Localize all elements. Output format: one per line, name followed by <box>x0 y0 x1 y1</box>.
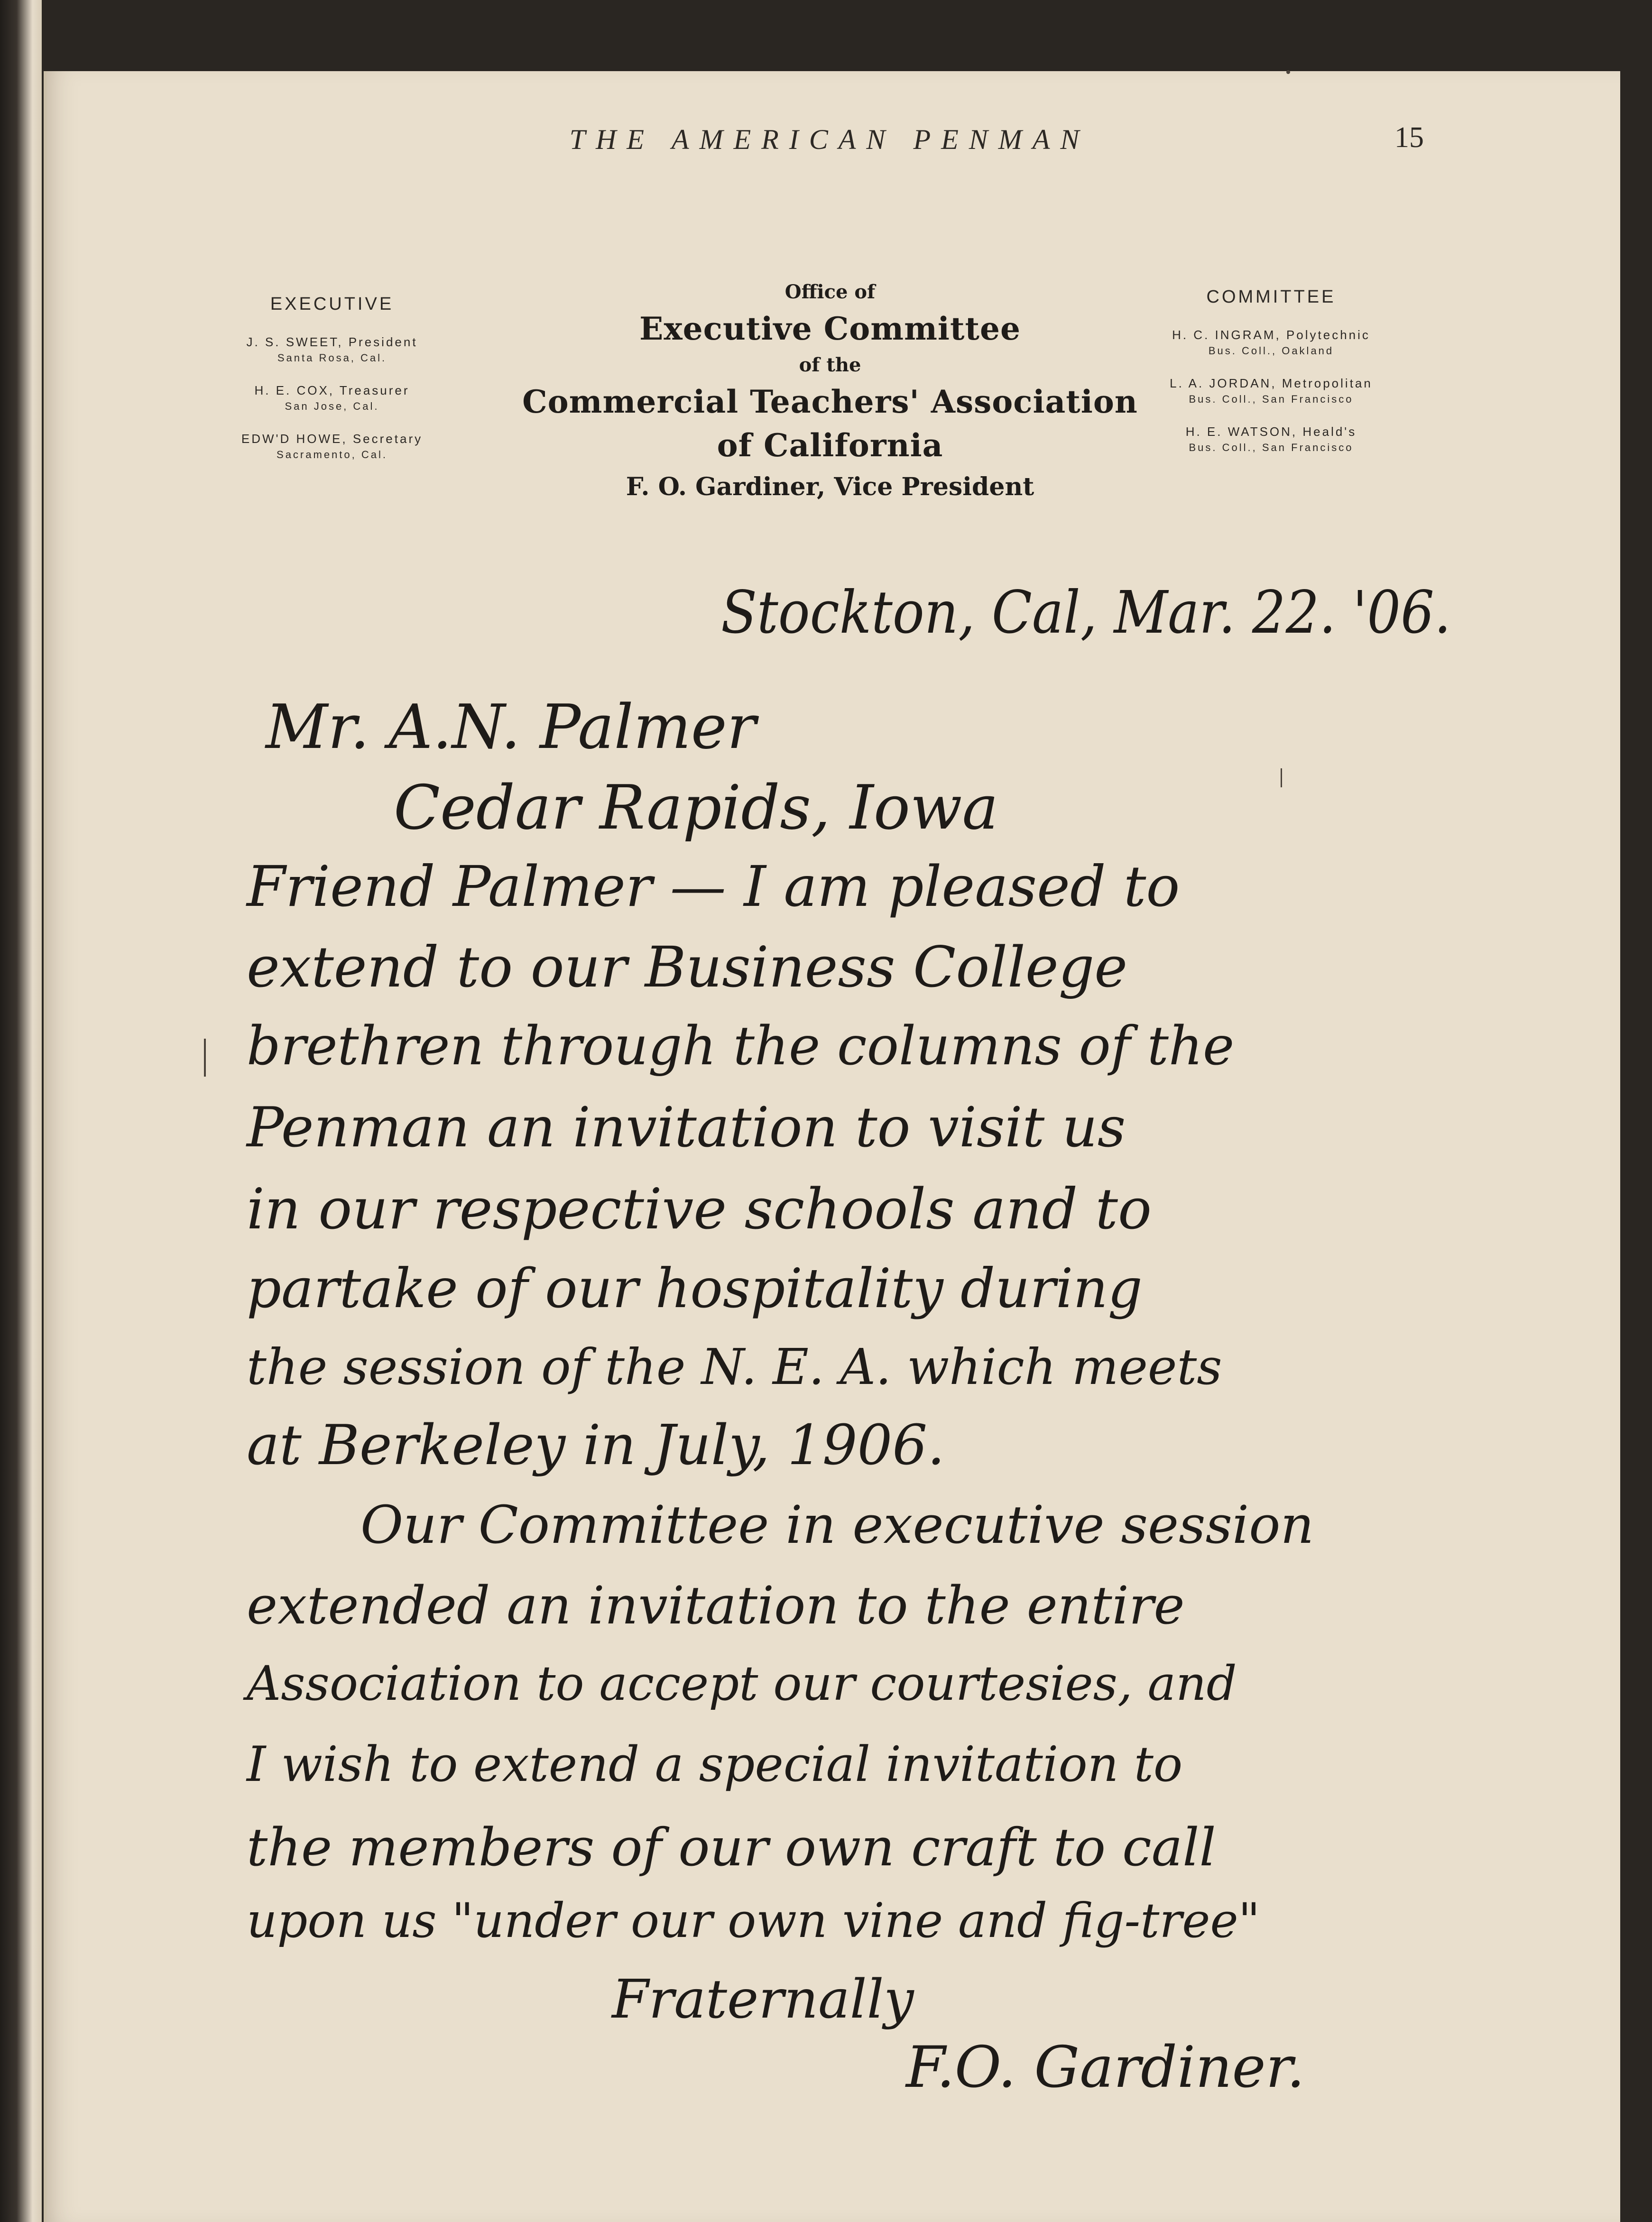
executive-name: EDW'D HOWE, Secretary <box>241 432 423 446</box>
body-line: upon us "under our own vine and fig-tree" <box>247 1893 1260 1948</box>
page-number: 15 <box>1394 121 1424 154</box>
dateline: Stockton, Cal, Mar. 22. '06. <box>721 579 1451 647</box>
committee-column <box>1129 287 1413 471</box>
signature: F.O. Gardiner. <box>906 2035 1305 2101</box>
executive-entry <box>199 333 465 366</box>
committee-place: Bus. Coll., Oakland <box>1208 345 1334 357</box>
body-line: brethren through the columns of the <box>247 1015 1235 1077</box>
executive-column <box>199 294 465 479</box>
association-title: Commercial Teachers' Association <box>522 383 1138 420</box>
executive-place: Sacramento, Cal. <box>277 449 388 461</box>
committee-entry <box>1129 375 1413 407</box>
letterhead-title-block <box>503 277 1157 507</box>
address: Cedar Rapids, Iowa <box>394 773 998 843</box>
body-line: Our Committee in executive session <box>360 1494 1314 1555</box>
committee-entry <box>1129 326 1413 359</box>
body-line: Friend Palmer — I am pleased to <box>247 854 1180 919</box>
closing: Fraternally <box>612 1969 914 2030</box>
running-head: THE AMERICAN PENMAN <box>569 124 1090 155</box>
body-line: Association to accept our courtesies, and <box>247 1656 1237 1711</box>
body-line: extend to our Business College <box>247 934 1128 1000</box>
body-line: at Berkeley in July, 1906. <box>247 1413 945 1477</box>
body-line: the session of the N. E. A. which meets <box>247 1338 1222 1396</box>
of-the-label: of the <box>799 354 861 376</box>
addressee: Mr. A.N. Palmer <box>266 692 756 763</box>
executive-name: J. S. SWEET, President <box>246 335 418 349</box>
executive-name: H. E. COX, Treasurer <box>254 383 410 397</box>
committee-name: H. E. WATSON, Heald's <box>1185 424 1357 439</box>
committee-name: L. A. JORDAN, Metropolitan <box>1170 376 1373 390</box>
executive-committee-title: Executive Committee <box>639 310 1021 347</box>
margin-mark <box>1281 768 1282 787</box>
vice-president-line: F. O. Gardiner, Vice President <box>626 472 1034 501</box>
california-title: of California <box>717 427 943 464</box>
body-line: extended an invitation to the entire <box>247 1575 1185 1636</box>
committee-place: Bus. Coll., San Francisco <box>1189 442 1354 453</box>
body-line: I wish to extend a special invitation to <box>247 1736 1183 1793</box>
dust-speck <box>1286 70 1290 74</box>
executive-heading: EXECUTIVE <box>270 294 394 314</box>
executive-entry <box>199 382 465 414</box>
executive-entry <box>199 430 465 462</box>
facing-page-edge <box>0 0 42 2222</box>
office-of-label: Office of <box>784 281 876 303</box>
body-line: partake of our hospitality during <box>247 1257 1143 1320</box>
body-line: Penman an invitation to visit us <box>247 1096 1126 1160</box>
margin-mark <box>204 1039 206 1077</box>
executive-place: San Jose, Cal. <box>285 400 379 412</box>
body-line: the members of our own craft to call <box>247 1817 1216 1878</box>
committee-name: H. C. INGRAM, Polytechnic <box>1172 328 1370 342</box>
committee-entry <box>1129 423 1413 455</box>
executive-place: Santa Rosa, Cal. <box>277 352 387 364</box>
body-line: in our respective schools and to <box>247 1176 1152 1242</box>
committee-heading: COMMITTEE <box>1206 287 1336 307</box>
committee-place: Bus. Coll., San Francisco <box>1189 393 1354 405</box>
